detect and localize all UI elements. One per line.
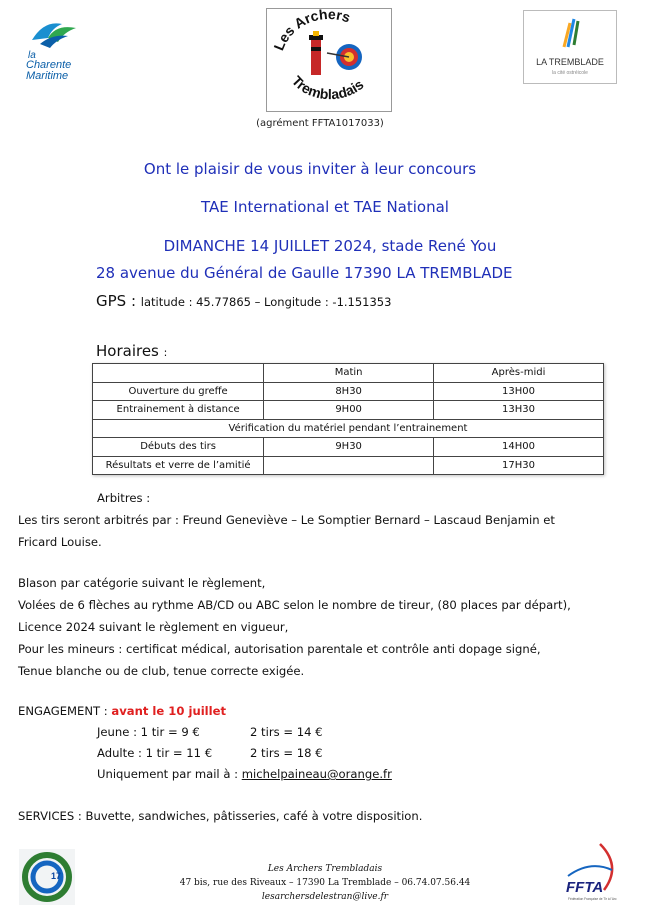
rule-item: Pour les mineurs : certificat médical, autorisation parentale et contrôle anti dopage signé, — [18, 642, 541, 656]
rules-list — [18, 572, 638, 682]
horaires-heading — [96, 342, 167, 360]
svg-text:Trembladais — [289, 73, 367, 103]
la-tremblade-logo — [523, 10, 617, 84]
horaires-colon: : — [163, 346, 168, 359]
table-row — [93, 456, 604, 475]
services-line: SERVICES : Buvette, sandwiches, pâtisseries, café à votre disposition. — [18, 809, 423, 823]
charente-line1: la — [28, 50, 36, 61]
arbitres-line2: Fricard Louise. — [18, 535, 102, 549]
footer-email[interactable]: lesarchersdelestran@live.fr — [261, 892, 389, 902]
horaires-title: Horaires — [96, 342, 159, 360]
archers-trembladais-logo — [266, 8, 392, 112]
event-address: 28 avenue du Général de Gaulle 17390 LA TREMBLADE — [96, 264, 513, 282]
table-row — [93, 401, 604, 420]
row-matin — [264, 456, 434, 475]
row-apres-midi: 17H30 — [434, 456, 604, 475]
email-prefix: Uniquement par mail à : — [97, 767, 242, 781]
engagement-label: ENGAGEMENT : — [18, 704, 112, 718]
ffta-tagline: Fédération Française de Tir à l'Arc — [568, 897, 617, 901]
charente-line3: Maritime — [26, 70, 69, 82]
fee-single: Adulte : 1 tir = 11 € — [97, 746, 213, 760]
table-header-matin: Matin — [264, 364, 434, 383]
footer — [160, 862, 490, 904]
tremblade-name: LA TREMBLADE — [536, 57, 604, 67]
table-merged-row — [93, 419, 604, 438]
cd17-logo — [19, 849, 75, 905]
ffta-logo — [560, 840, 624, 908]
row-label: Résultats et verre de l’amitié — [93, 456, 264, 475]
cd17-number: 17 — [51, 871, 62, 881]
fees-list — [97, 721, 323, 763]
gps-coordinates: latitude : 45.77865 – Longitude : -1.151353 — [140, 295, 392, 309]
row-label: Débuts des tirs — [93, 438, 264, 457]
engagement-line — [18, 700, 226, 722]
arbitres-text — [18, 509, 638, 553]
fee-single: Jeune : 1 tir = 9 € — [97, 725, 200, 739]
arbitres-title: Arbitres : — [97, 491, 151, 505]
fee-double: 2 tirs = 14 € — [250, 725, 323, 739]
rule-item: Volées de 6 flèches au rythme AB/CD ou ABC selon le nombre de tireur, (80 places par départ), — [18, 598, 571, 612]
tremblade-tagline: la cité ostréicole — [552, 70, 588, 76]
table-row — [93, 382, 604, 401]
fee-row — [97, 721, 323, 742]
footer-club: Les Archers Trembladais — [267, 864, 383, 874]
footer-address: 47 bis, rue des Riveaux – 17390 La Tremblade – 06.74.07.56.44 — [179, 878, 471, 888]
charente-line2: Charente — [26, 59, 72, 71]
invitation-line: Ont le plaisir de vous inviter à leur concours — [143, 160, 477, 178]
rule-item: Blason par catégorie suivant le règlement, — [18, 576, 266, 590]
competition-title: TAE International et TAE National — [201, 198, 449, 216]
table-header-empty — [93, 364, 264, 383]
charente-maritime-logo — [18, 16, 90, 82]
row-apres-midi: 14H00 — [434, 438, 604, 457]
archers-bottom-text: Trembladais — [288, 72, 367, 103]
row-matin: 9H00 — [264, 401, 434, 420]
engagement-deadline: avant le 10 juillet — [111, 704, 227, 718]
email-link[interactable]: michelpaineau@orange.fr — [241, 767, 392, 781]
table-row — [93, 438, 604, 457]
table-header-apres-midi: Après-midi — [434, 364, 604, 383]
gps-label: GPS : — [96, 292, 137, 310]
event-date: DIMANCHE 14 JUILLET 2024, stade René You — [163, 237, 497, 255]
fee-double: 2 tirs = 18 € — [250, 746, 323, 760]
gps-line — [96, 292, 391, 310]
email-line — [97, 763, 392, 785]
rule-item: Licence 2024 suivant le règlement en vigueur, — [18, 620, 289, 634]
row-apres-midi: 13H00 — [434, 382, 604, 401]
fee-row — [97, 742, 323, 763]
row-label: Ouverture du greffe — [93, 382, 264, 401]
row-matin: 8H30 — [264, 382, 434, 401]
row-matin: 9H30 — [264, 438, 434, 457]
agrement-number: (agrément FFTA1017033) — [256, 118, 384, 129]
row-label: Entrainement à distance — [93, 401, 264, 420]
archers-top-text: Les Archers — [270, 9, 353, 53]
table-header-row — [93, 364, 604, 383]
ffta-name: FFTA — [566, 879, 604, 896]
rule-item: Tenue blanche ou de club, tenue correcte exigée. — [18, 664, 305, 678]
verification-row: Vérification du matériel pendant l’entrainement — [93, 419, 604, 438]
schedule-table — [92, 363, 604, 475]
arbitres-line1: Les tirs seront arbitrés par : Freund Geneviève – Le Somptier Bernard – Lascaud Benjamin et — [18, 513, 555, 527]
row-apres-midi: 13H30 — [434, 401, 604, 420]
